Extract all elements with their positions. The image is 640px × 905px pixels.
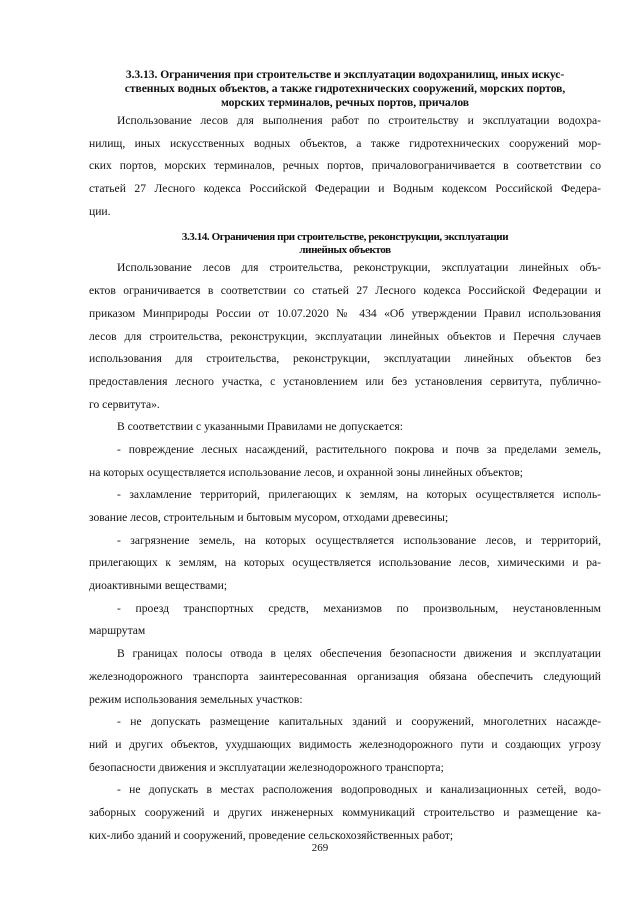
text-line: нилищ, иных искусственных водных объектов, а также гидротехнических сооружений мор- <box>89 136 601 150</box>
text-line: - не допускать в местах расположения водопроводных и канализационных сетей, водо- <box>117 783 601 797</box>
text-line: предоставления лесного участка, с установлением или без установления сервитута, публично- <box>89 374 601 388</box>
paragraph <box>89 110 601 223</box>
text-line: го сервитута». <box>89 397 160 411</box>
text-line: - проезд транспортных средств, механизмов по произвольным, неустановленным <box>117 601 601 615</box>
text-line: - не допускать размещение капитальных зданий и сооружений, многолетних насажде- <box>117 715 601 729</box>
text-line: статьей 27 Лесного кодекса Российской Федерации и Водным кодексом Российской Федера- <box>89 182 601 196</box>
text-line: зование лесов, строительным и бытовым мусором, отходами древесины; <box>89 511 449 524</box>
list-item <box>89 779 601 847</box>
paragraph <box>89 416 601 439</box>
list-item <box>89 598 601 643</box>
text-line: ции. <box>89 204 111 218</box>
text-line: Использование лесов для выполнения работ по строительству и эксплуатации водохра- <box>117 114 601 127</box>
text-line: диоактивными веществами; <box>89 579 228 593</box>
paragraph <box>89 643 601 711</box>
heading-line: ственных водных объектов, а также гидротехнических сооружений, морских портов, <box>124 82 566 95</box>
text-line: ских портов, морских терминалов, речных портов, причаловограничивается в соответствии со <box>89 159 601 173</box>
text-line: режим использования земельных участков: <box>89 692 303 706</box>
section-heading-3-3-13 <box>89 68 601 110</box>
text-line: - загрязнение земель, на которых осуществляется использование лесов, и территорий, <box>117 533 601 547</box>
text-line: на которых осуществляется использование лесов, и охранной зоны линейных объектов; <box>89 465 524 479</box>
list-item <box>89 711 601 779</box>
text-line: Использование лесов для строительства, реконструкции, эксплуатации линейных объ- <box>117 261 601 275</box>
list-item <box>89 530 601 598</box>
text-line: прилегающих к землям, на которых осуществляется использование лесов, химическими и ра- <box>89 556 601 570</box>
list-item <box>89 484 601 529</box>
heading-line: линейных объектов <box>299 244 391 257</box>
section-heading-3-3-14 <box>89 231 601 257</box>
document-page <box>89 68 601 847</box>
text-line: ких-либо зданий и сооружений, проведение сельскохозяйственных работ; <box>89 828 454 842</box>
heading-line: 3.3.13. Ограничения при строительстве и эксплуатации водохранилищ, иных искус- <box>125 68 565 81</box>
text-line: ний и других объектов, ухудшающих видимость железнодорожного пути и создающих угрозу <box>89 737 601 751</box>
paragraph <box>89 257 601 416</box>
list-item <box>89 439 601 484</box>
text-line: В границах полосы отвода в целях обеспечения безопасности движения и эксплуатации <box>117 647 601 661</box>
page-number: 269 <box>311 842 329 854</box>
heading-line: морских терминалов, речных портов, причалов <box>220 96 470 109</box>
text-line: заборных сооружений и других инженерных коммуникаций строительство и размещение ка- <box>89 805 601 819</box>
text-line: - захламление территорий, прилегающих к землям, на которых осуществляется исполь- <box>117 488 601 502</box>
heading-line: 3.3.14. Ограничения при строительстве, реконструкции, эксплуатации <box>181 231 509 244</box>
text-line: лесов для строительства, реконструкции, эксплуатации линейных объектов и Перечня случаев <box>89 329 601 343</box>
text-line: ектов ограничивается в соответствии со статьей 27 Лесного кодекса Российской Федерации и <box>89 284 601 298</box>
text-line: маршрутам <box>89 624 146 638</box>
text-line: безопасности движения и эксплуатации железнодорожного транспорта; <box>89 760 444 774</box>
text-line: - повреждение лесных насаждений, растительного покрова и почв за пределами земель, <box>117 442 601 456</box>
text-line: В соответствии с указанными Правилами не допускается: <box>117 420 403 434</box>
text-line: приказом Минприроды России от 10.07.2020 № 434 «Об утверждении Правил использования <box>89 306 601 320</box>
text-line: использования для строительства, реконструкции, эксплуатации линейных объектов без <box>89 352 601 366</box>
text-line: железнодорожного транспорта заинтересованная организация обязана обеспечить следующий <box>89 669 601 683</box>
